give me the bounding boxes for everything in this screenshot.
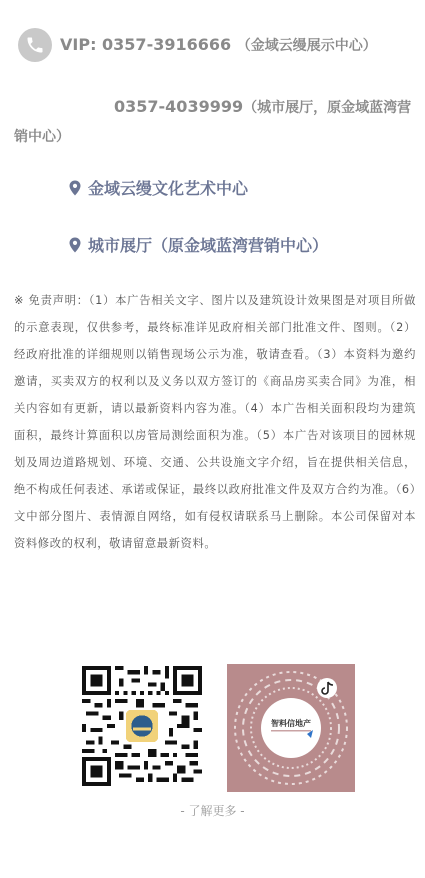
location-item[interactable] (68, 176, 248, 199)
app-badge-icon (317, 678, 337, 698)
map-pin-icon (68, 180, 82, 196)
qr-code[interactable] (82, 666, 202, 786)
learn-more-link[interactable]: - 了解更多 - (180, 804, 245, 818)
vip-phone-row[interactable] (18, 28, 418, 62)
vip-phone-note: （金域云缦展示中心） (236, 38, 377, 54)
mini-program-brand: 智料信地产 (271, 719, 311, 728)
location-label: 金域云缦文化艺术中心 (88, 179, 249, 198)
secondary-phone-note: （城市展厅，原金域蓝湾营销中心） (14, 100, 412, 145)
vip-phone-number[interactable]: VIP: 0357-3916666 (60, 35, 232, 54)
location-item[interactable] (68, 233, 328, 256)
secondary-phone-line (14, 93, 414, 151)
phone-icon (18, 28, 52, 62)
map-pin-icon (68, 237, 82, 253)
vip-phone-text (60, 35, 377, 55)
secondary-phone-number[interactable]: 0357-4039999 (114, 97, 244, 116)
location-label: 城市展厅（原金域蓝湾营销中心） (88, 236, 329, 255)
mini-program-code[interactable] (227, 664, 355, 792)
disclaimer-text: ※ 免责声明：（1）本广告相关文字、图片以及建筑设计效果图是对项目所做的示意表现，仅供参考，最终标准详见政府相关部门批准文件、图则。（2）经政府批准的详细规则以销售现场公示为准，敬请查看。（3）本资料为邀约邀请，买卖双方的权利以及义务以双方签订的《商品房买卖合同》为准，相关内容如有更新，请以最新资料内容为准。（4）本广告相关面积段均为建筑面积，最终计算面积以房管局测绘面积为准。（5）本广告对该项目的园林规划及周边道路规划、环境、交通、公共设施文字介绍，旨在提供相关信息，绝不构成任何表述、承诺或保证，最终以政府批准文件及双方合约为准。（6）文中部分图片、表情源自网络，如有侵权请联系马上删除。本公司保留对本资料修改的权利，敬请留意最新资料。 (14, 294, 416, 550)
